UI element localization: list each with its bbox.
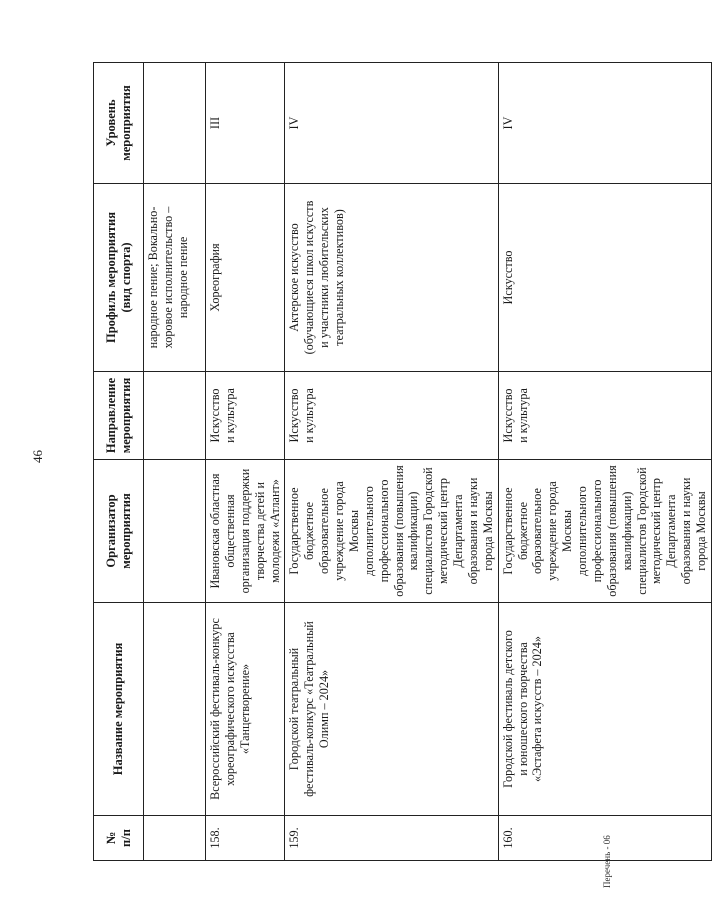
- table-row: [206, 63, 285, 861]
- cell-organizer: Государственное бюджетное образовательное учреждение города Москвы дополнительного профессионального образования (повышения квалификации) специалистов Городской методический центр Департамента образования и науки города Москвы: [498, 460, 711, 603]
- table-row: [498, 63, 711, 861]
- cell-profile: Актерское искусство (обучающиеся школ искусств и участники любительских театральных коллективов): [285, 184, 498, 372]
- events-table: [93, 62, 712, 861]
- header-level: Уровень мероприятия: [94, 63, 144, 184]
- cell-num: 158.: [206, 816, 285, 861]
- cell-level: IV: [498, 63, 711, 184]
- cell-name: Городской театральный фестиваль-конкурс «Театральный Олимп – 2024»: [285, 603, 498, 816]
- cell-organizer: Ивановская областная общественная организация поддержки творчества детей и молодежи «Атлант»: [206, 460, 285, 603]
- cell-profile: народное пение; Вокально- хоровое исполнительство – народное пение: [144, 184, 206, 372]
- table-row: [285, 63, 498, 861]
- cell-level: [144, 63, 206, 184]
- cell-profile: Искусство: [498, 184, 711, 372]
- events-table-wrapper: [93, 63, 708, 861]
- cell-direction: [144, 372, 206, 460]
- cell-name: Всероссийский фестиваль-конкурс хореографического искусства «Танцетворение»: [206, 603, 285, 816]
- cell-name: [144, 603, 206, 816]
- cell-level: IV: [285, 63, 498, 184]
- cell-level: III: [206, 63, 285, 184]
- header-name: Название мероприятия: [94, 603, 144, 816]
- page-number: 46: [30, 450, 45, 463]
- cell-direction: Искусство и культура: [206, 372, 285, 460]
- header-num: № п/п: [94, 816, 144, 861]
- header-profile: Профиль мероприятия (вид спорта): [94, 184, 144, 372]
- cell-num: 159.: [285, 816, 498, 861]
- table-row: [144, 63, 206, 861]
- header-direction: Направление мероприятия: [94, 372, 144, 460]
- header-organizer: Организатор мероприятия: [94, 460, 144, 603]
- cell-num: [144, 816, 206, 861]
- table-header-row: [94, 63, 144, 861]
- cell-organizer: [144, 460, 206, 603]
- cell-direction: Искусство и культура: [498, 372, 711, 460]
- cell-num: 160.: [498, 816, 711, 861]
- cell-profile: Хореография: [206, 184, 285, 372]
- cell-direction: Искусство и культура: [285, 372, 498, 460]
- cell-name: Городской фестиваль детского и юношеского творчества «Эстафета искусств – 2024»: [498, 603, 711, 816]
- cell-organizer: Государственное бюджетное образовательное учреждение города Москвы дополнительного профессионального образования (повышения квалификации) специалистов Городской методический центр Департамента образования и науки города Москвы: [285, 460, 498, 603]
- footer-note: Перечень - 06: [602, 835, 612, 888]
